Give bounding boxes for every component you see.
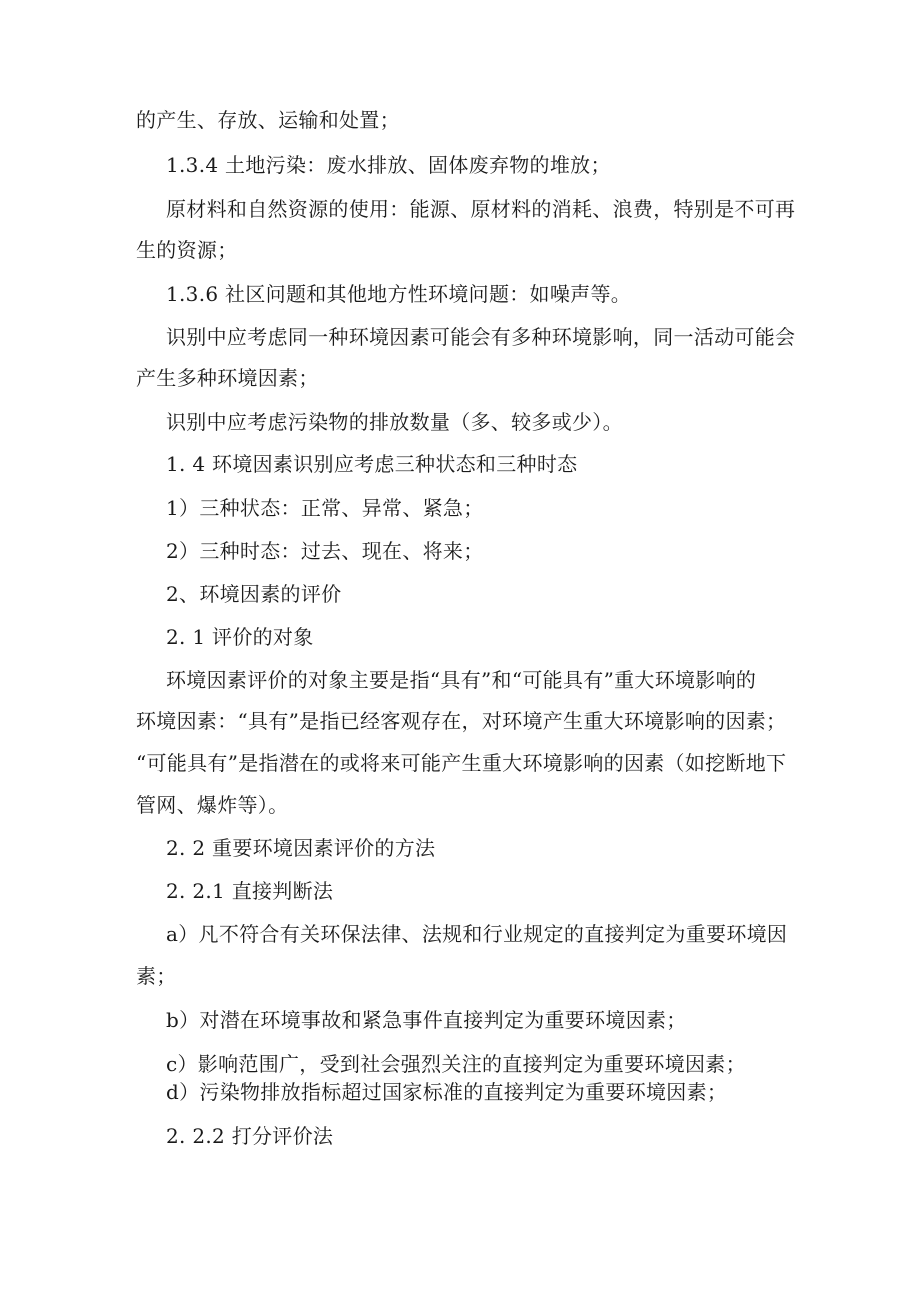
paragraph-line: 的产生、存放、运输和处置；	[136, 108, 400, 132]
list-item: d）污染物排放指标超过国家标准的直接判定为重要环境因素；	[166, 1080, 728, 1104]
paragraph-line: 管网、爆炸等）。	[136, 793, 289, 817]
paragraph-line: “可能具有”是指潜在的或将来可能产生重大环境影响的因素（如挖断地下	[136, 751, 787, 775]
paragraph-line: 识别中应考虑污染物的排放数量（多、较多或少）。	[166, 410, 623, 434]
list-item: b）对潜在环境事故和紧急事件直接判定为重要环境因素；	[166, 1008, 687, 1032]
list-item: c）影响范围广，受到社会强烈关注的直接判定为重要环境因素；	[166, 1052, 746, 1076]
section-heading: 2. 2.2 打分评价法	[166, 1124, 334, 1148]
section-heading: 2. 2 重要环境因素评价的方法	[166, 836, 436, 860]
section-heading: 2、环境因素的评价	[166, 582, 342, 606]
paragraph-line: 原材料和自然资源的使用：能源、原材料的消耗、浪费，特别是不可再	[166, 197, 796, 221]
paragraph-line: 产生多种环境因素；	[136, 366, 319, 390]
list-item: 素；	[136, 964, 177, 988]
section-heading: 1. 4 环境因素识别应考虑三种状态和三种时态	[166, 452, 578, 476]
section-heading: 2. 1 评价的对象	[166, 625, 314, 649]
list-item: a）凡不符合有关环保法律、法规和行业规定的直接判定为重要环境因	[166, 922, 788, 946]
paragraph-line: 环境因素评价的对象主要是指“具有”和“可能具有”重大环境影响的	[166, 668, 757, 692]
section-heading: 2. 2.1 直接判断法	[166, 879, 334, 903]
paragraph-line: 识别中应考虑同一种环境因素可能会有多种环境影响，同一活动可能会	[166, 325, 796, 349]
list-item: 2）三种时态：过去、现在、将来；	[166, 539, 484, 563]
list-item: 1）三种状态：正常、异常、紧急；	[166, 496, 484, 520]
paragraph-line: 1.3.6 社区问题和其他地方性环境问题：如噪声等。	[166, 282, 632, 306]
paragraph-line: 1.3.4 土地污染：废水排放、固体废弃物的堆放；	[166, 153, 611, 177]
paragraph-line: 生的资源；	[136, 238, 238, 262]
paragraph-line: 环境因素：“具有”是指已经客观存在，对环境产生重大环境影响的因素；	[136, 709, 787, 733]
